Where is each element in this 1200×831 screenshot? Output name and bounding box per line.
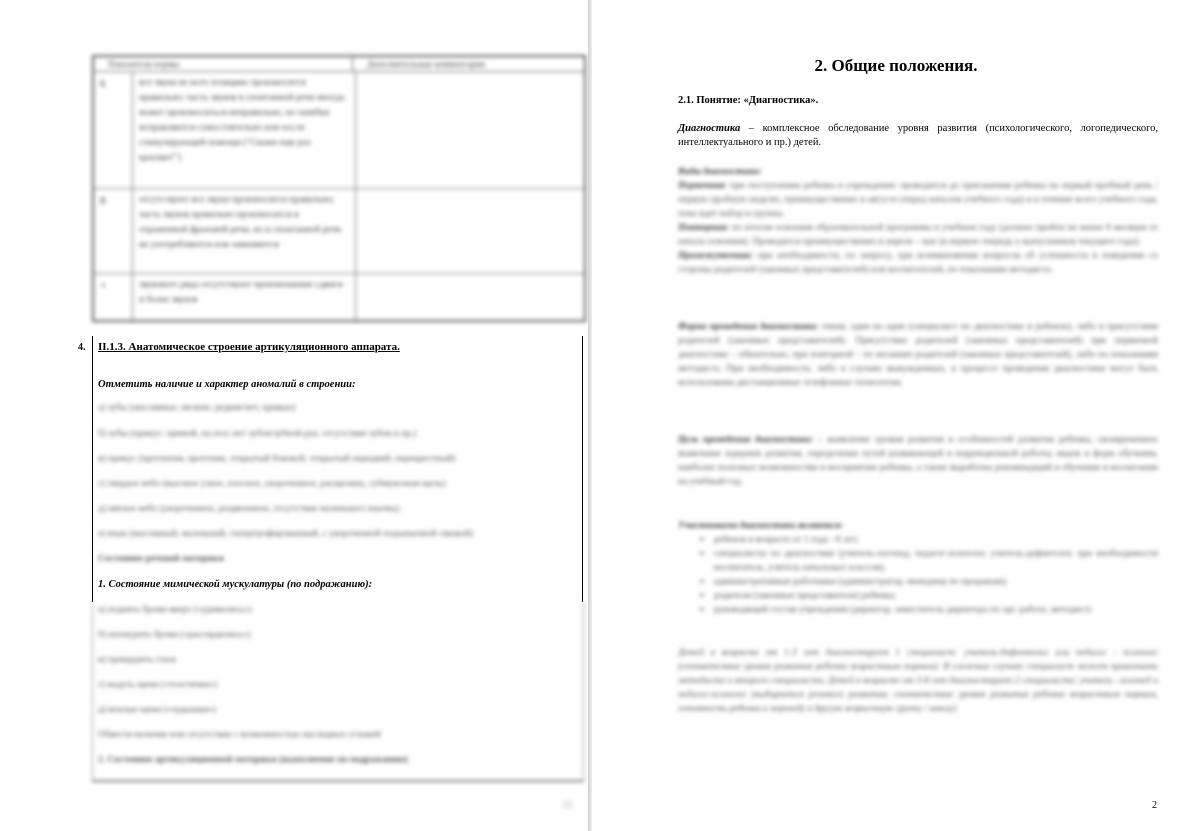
section-heading: 2.1. Понятие: «Диагностика».	[678, 95, 819, 106]
section-title: II.1.3. Анатомическое строение артикуляционного аппарата.	[98, 341, 400, 353]
table-header-cell: Дополнительные комментарии	[367, 59, 486, 69]
anomaly-line: д) мягкое небо (укороченное, раздвоенное, отсутствие маленького язычка)	[98, 504, 400, 514]
form-heading: Форма проведения диагностики:	[678, 322, 819, 332]
list-item: ➢ руководящий состав учреждения (директор, заместитель директора по орг. работе, методист)	[714, 603, 1158, 617]
type-item: Первичная: при поступлении ребенка в учреждение; проводится до пригашения ребенка на первый пробный день / первую пробную неделю, преимущественно в августе (перед началом учебного года) и в течение всего учебного года, пока идет набор в группы.	[678, 181, 1158, 219]
list-item: ➢ родители (законные представители) ребенка;	[714, 589, 1158, 603]
anomaly-line: б) зубы (прикус: прямой, на пол; нет зубов/зубной рук, отсутствие зубов и пр.)	[98, 429, 417, 439]
mimic-line: б) нахмурить брови («рассердились»)	[98, 630, 251, 640]
list-item: ➢ специалисты по диагностике (учитель-логопед, педагог-психолог, учитель-дефектолог, при необходимости воспитатель, учитель начальных классов);	[714, 547, 1158, 575]
definition-text: – комплексное обследование уровня развития (психологического, логопедического, интеллектуального и пр.) детей.	[678, 123, 1158, 148]
row-text: все звуки во всех позициях произносятся правильно; часть звуков в спонтанной речи иногда может произноситься неправильно, но ошибки исправляются самостоятельно или после стимулирующей помощи ("Скажи еще раз красиво!")	[133, 72, 356, 188]
table-row	[94, 274, 584, 320]
list-item: ➢ ребенок в возрасте от 1 года - 8 лет;	[714, 533, 1158, 547]
page-number: 2	[1152, 800, 1157, 811]
mimic-line: д) впалые щеки («худышки»)	[98, 705, 217, 715]
anomaly-line: г) твердое небо (высокое узкое, плоское, укороченное, расщелина, субмукозная щель)	[98, 479, 446, 489]
norm-table-header	[94, 57, 584, 72]
mimic-line: а) поднять брови вверх («удивились»)	[98, 605, 252, 615]
state-line: Состояние речевой моторики	[98, 554, 225, 564]
row-number: 8	[94, 189, 133, 273]
type-item: Промежуточная: при необходимости, по запросу, при возникновении вопросов об успешности в поведении со стороны родителей (законных представителей) или воспитателей, по показаниям методиста.	[678, 251, 1158, 275]
participants-block	[678, 519, 1158, 617]
row-text: отсутствуют все звуки произносятся правильно; часть звуков правильно произносится в отраженной фразовой речи, но в спонтанной речи не употребляются или заменяются	[133, 189, 356, 273]
type-item: Повторная: по итогам освоения образовательной программы в учебном году (должно пройти не менее 6 месяцев от начала освоения). Проводится преимущественно в апреле – мае (в первую очередь у выпускников текущего года).	[678, 223, 1158, 247]
row-text: звукового ряда отсутствуют произношение сдвиги и более звуков	[133, 274, 356, 320]
mimic-line: Обвести наличие или отсутствие с возможностью наследных сглажей	[98, 730, 381, 740]
closing-block: Детей в возрасте от 1-3 лет диагностирует 1 специалист: учитель-дефектолог или педагог - психолог (соответствие уровня развития ребенка возрастным нормам). В сложных случаях специалист может привлекать методиста и второго специалиста. Детей в возрасте от 3-8 лет диагностирует 2 специалиста: учитель –логопед и педагог-психолог (выбирается речевого развития, соответствие уровня развития ребенка возрастным нормам, готовность ребенка к переходу в другую возрастную группу / школу)	[678, 648, 1158, 714]
types-block	[678, 165, 1158, 277]
anomaly-line: в) прикус (прогнатия, прогения, открытый боковой, открытый передний, перекрестный)	[98, 454, 456, 464]
anomaly-line: а) зубы (массивные, мелкие, редкие/нет, кривые)	[98, 403, 296, 413]
page-number: 13	[562, 800, 572, 811]
anomaly-line: е) язык (массивный, маленький, гипертрофированный, с укороченной подъязычной связкой)	[98, 529, 473, 539]
goal-block	[678, 433, 1158, 489]
table-row	[94, 189, 584, 274]
goal-heading: Цель проведения диагностики:	[678, 435, 814, 445]
mimic-line: в) прищурить глаза	[98, 655, 177, 665]
row-number: 6	[94, 72, 133, 188]
left-page	[0, 0, 588, 831]
table-row	[94, 72, 584, 189]
section-subtitle: Отметить наличие и характер аномалий в строении:	[98, 379, 356, 390]
right-page	[592, 0, 1200, 831]
types-heading: Виды диагностики:	[678, 167, 762, 177]
form-block	[678, 320, 1158, 390]
mimic-line: г) надуть щеки («толстячки»)	[98, 680, 218, 690]
goal-text: – выявление уровня развития и особенностей развития ребенка, своевременное выявление задержек развития, определение путей развивающей и коррекционной работы; видов и форм обучения, наиболее полезных возможностям и восприятию ребенка, а также выработка рекомендаций в обучении и воспитании на учебный год.	[678, 435, 1158, 487]
form-text: очная, один на один (специалист по диагностике и ребенок), либо в присутствии родителей (законных представителей). Присутствие родителей (законных представителей) при первичной диагностике – обязательно, при повторной – по желанию родителей (законных представителей), либо по показаниям методиста. При необходимости, либо в случаях вынужденных, в процессе проведения диагностики могут быть использованы дистанционные телефонные технологии.	[678, 322, 1158, 388]
page-title: 2. Общие положения.	[814, 56, 978, 75]
participants-heading: Участниками диагностики являются:	[678, 521, 844, 531]
list-item: ➢ административные работники (администратор, менеджер по продажам);	[714, 575, 1158, 589]
subsection-title: 1. Состояние мимической мускулатуры (по подражанию):	[98, 579, 373, 590]
mimic-line: 2. Состояние артикуляционной моторики (выполнение по подражанию)	[98, 755, 408, 765]
definition-term: Диагностика	[678, 123, 741, 134]
norm-table	[92, 55, 586, 322]
table-header-cell: Показатели нормы	[94, 57, 353, 71]
definition-paragraph	[678, 122, 1158, 150]
row-number: +	[94, 274, 133, 320]
section-number: 4.	[78, 342, 86, 353]
participants-list	[678, 533, 1158, 617]
